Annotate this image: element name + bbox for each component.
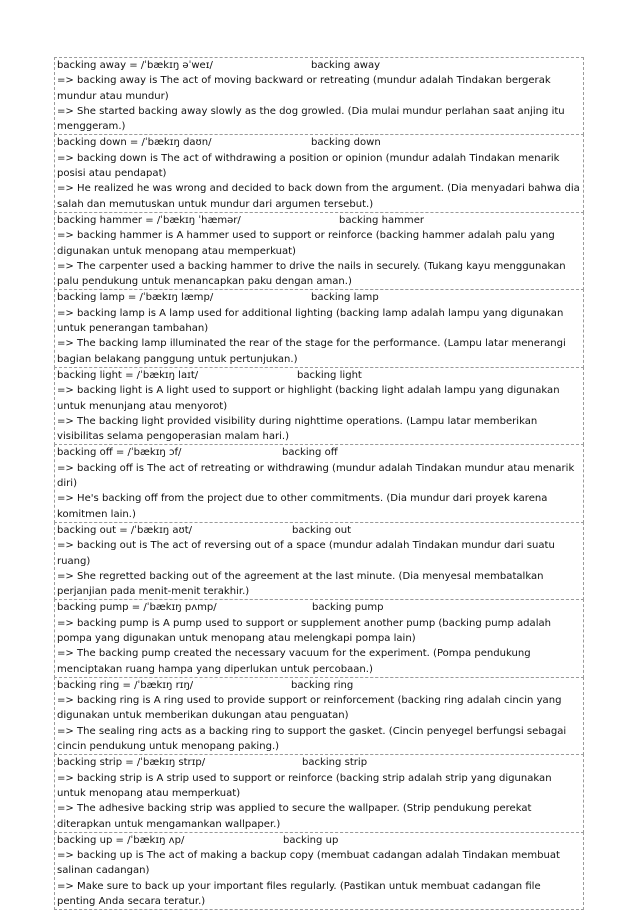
headword-pronunciation: backing hammer = /ˈbækɪŋ ˈhæmər/: [57, 214, 241, 226]
entry-heading: [57, 678, 582, 693]
term-label: backing lamp: [311, 292, 379, 304]
vocabulary-list: [54, 58, 584, 910]
term-label: backing up: [283, 834, 339, 846]
headword-pronunciation: backing up = /ˈbækɪŋ ʌp/: [57, 834, 185, 846]
definition-text: => backing off is The act of retreating or withdrawing (mundur adalah Tindakan mundur atau menarik diri): [57, 462, 575, 490]
term-label: backing off: [282, 447, 338, 459]
definition-text: => backing down is The act of withdrawing a position or opinion (mundur adalah Tindakan menarik posisi atau pendapat): [57, 152, 560, 180]
headword-pronunciation: backing light = /ˈbækɪŋ laɪt/: [57, 369, 199, 381]
example-sentence: => He's backing off from the project due to other commitments. (Dia mundur dari proyek karena komitmen lain.): [57, 493, 548, 520]
headword-pronunciation: backing strip = /ˈbækɪŋ strɪp/: [57, 757, 206, 769]
headword-pronunciation: backing out = /ˈbækɪŋ aʊt/: [57, 524, 193, 536]
definition-text: => backing ring is A ring used to provide support or reinforcement (backing ring adalah cincin yang digunakan untuk memberikan dukungan atau penguatan): [57, 695, 562, 722]
definition-text: => backing up is The act of making a backup copy (membuat cadangan adalah Tindakan membuat salinan cadangan): [57, 850, 560, 877]
term-label: backing light: [297, 369, 362, 381]
vocab-entry-backing-pump: [54, 599, 584, 677]
example-sentence: => The adhesive backing strip was applied to secure the wallpaper. (Strip pendukung perekat diterapkan untuk mengamankan wallpaper.): [57, 803, 532, 830]
vocab-entry-backing-up: [54, 832, 584, 910]
example-sentence: => He realized he was wrong and decided to back down from the argument. (Dia menyadari bahwa dia salah dan memutuskan untuk mundur dari argumen tersebut.): [57, 183, 580, 210]
entry-heading: [57, 368, 582, 383]
definition-text: => backing pump is A pump used to support or supplement another pump (backing pump adalah pompa yang digunakan untuk menopang atau melengkapi pompa lain): [57, 617, 552, 644]
example-sentence: => The carpenter used a backing hammer to drive the nails in securely. (Tukang kayu menggunakan palu pendukung untuk menancapkan paku dengan aman.): [57, 260, 566, 288]
example-sentence: => She started backing away slowly as the dog growled. (Dia mulai mundur perlahan saat anjing itu menggeram.): [57, 105, 565, 133]
vocab-entry-backing-light: [54, 367, 584, 445]
entry-heading: [57, 290, 582, 305]
definition-text: => backing light is A light used to support or highlight (backing light adalah lampu yang digunakan untuk menunjang atau menyorot): [57, 385, 560, 412]
vocab-entry-backing-strip: [54, 754, 584, 832]
entry-heading: [57, 600, 582, 615]
vocab-entry-backing-out: [54, 522, 584, 600]
headword-pronunciation: backing off = /ˈbækɪŋ ɔf/: [57, 447, 182, 459]
entry-heading: [57, 833, 582, 848]
example-sentence: => The backing light provided visibility during nighttime operations. (Lampu latar memberikan visibilitas selama pengoperasian malam hari.): [57, 415, 538, 443]
vocab-entry-backing-ring: [54, 677, 584, 755]
vocab-entry-backing-off: [54, 444, 584, 522]
entry-heading: [57, 445, 582, 460]
vocab-entry-backing-away: [54, 57, 584, 135]
example-sentence: => The sealing ring acts as a backing ring to support the gasket. (Cincin penyegel berfungsi sebagai cincin pendukung untuk menopang paking.): [57, 725, 567, 753]
example-sentence: => The backing lamp illuminated the rear of the stage for the performance. (Lampu latar menerangi bagian belakang panggung untuk pertunjukan.): [57, 338, 566, 365]
example-sentence: => She regretted backing out of the agreement at the last minute. (Dia menyesal membatalkan perjanjian pada menit-menit terakhir.): [57, 570, 544, 598]
term-label: backing pump: [312, 602, 384, 614]
term-label: backing out: [292, 524, 352, 536]
definition-text: => backing lamp is A lamp used for additional lighting (backing lamp adalah lampu yang digunakan untuk penerangan tambahan): [57, 307, 564, 335]
vocab-entry-backing-hammer: [54, 212, 584, 290]
term-label: backing ring: [291, 679, 354, 691]
term-label: backing hammer: [339, 214, 425, 226]
definition-text: => backing strip is A strip used to support or reinforce (backing strip adalah strip yang digunakan untuk menopang atau memperkuat): [57, 772, 552, 799]
term-label: backing down: [311, 137, 381, 149]
entry-heading: [57, 755, 582, 770]
definition-text: => backing out is The act of reversing out of a space (mundur adalah Tindakan mundur dari suatu ruang): [57, 540, 555, 567]
headword-pronunciation: backing ring = /ˈbækɪŋ rɪŋ/: [57, 679, 194, 691]
definition-text: => backing hammer is A hammer used to support or reinforce (backing hammer adalah palu yang digunakan untuk menopang atau memperkuat): [57, 230, 555, 257]
headword-pronunciation: backing down = /ˈbækɪŋ daʊn/: [57, 137, 212, 149]
example-sentence: => The backing pump created the necessary vacuum for the experiment. (Pompa pendukung menciptakan ruang hampa yang diperlukan untuk percobaan.): [57, 648, 531, 675]
vocab-entry-backing-lamp: [54, 289, 584, 367]
headword-pronunciation: backing lamp = /ˈbækɪŋ læmp/: [57, 292, 214, 304]
entry-heading: [57, 213, 582, 228]
term-label: backing away: [311, 60, 381, 71]
vocab-entry-backing-down: [54, 134, 584, 212]
example-sentence: => Make sure to back up your important files regularly. (Pastikan untuk membuat cadangan file penting Anda secara teratur.): [57, 880, 541, 908]
entry-heading: [57, 135, 582, 150]
entry-heading: [57, 58, 582, 73]
headword-pronunciation: backing away = /ˈbækɪŋ əˈweɪ/: [57, 60, 213, 71]
headword-pronunciation: backing pump = /ˈbækɪŋ pʌmp/: [57, 602, 217, 614]
entry-heading: [57, 523, 582, 538]
definition-text: => backing away is The act of moving backward or retreating (mundur adalah Tindakan bergerak mundur atau mundur): [57, 75, 551, 102]
term-label: backing strip: [302, 757, 368, 769]
